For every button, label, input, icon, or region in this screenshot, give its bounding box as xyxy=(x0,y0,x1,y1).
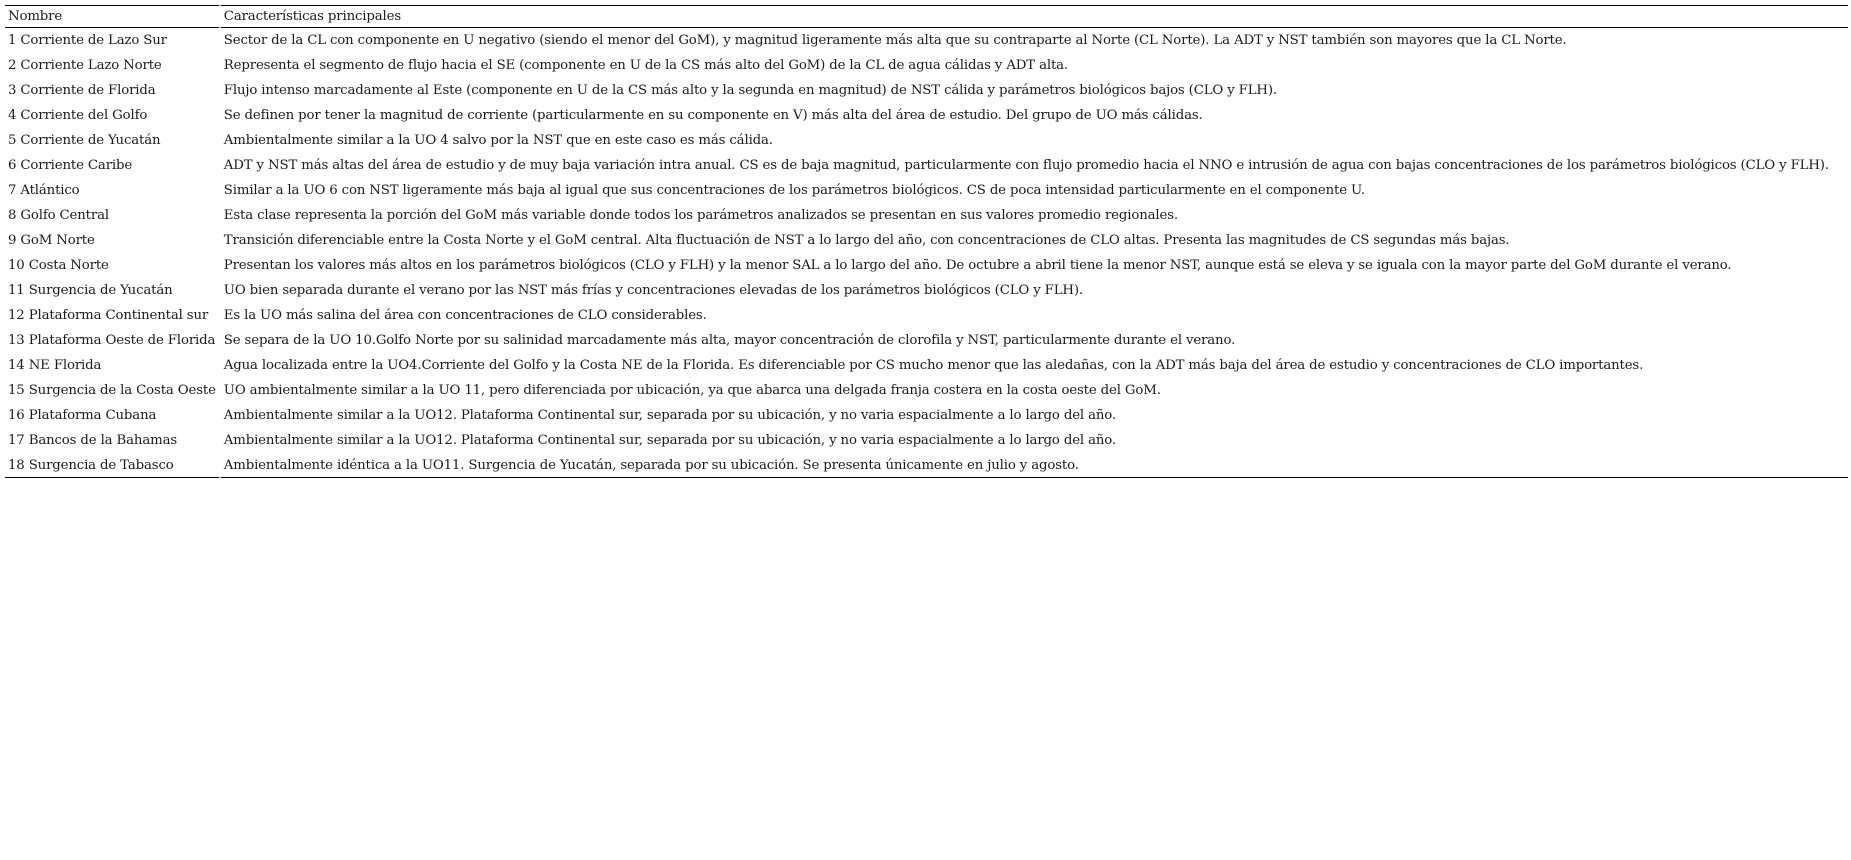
table-row xyxy=(5,128,1848,153)
table-row xyxy=(5,28,1848,53)
cell-name: 12 Plataforma Continental sur xyxy=(5,303,221,328)
table-row xyxy=(5,253,1848,278)
table-row xyxy=(5,453,1848,478)
cell-description: Ambientalmente similar a la UO 4 salvo por la NST que en este caso es más cálida. xyxy=(223,133,773,148)
cell-name: 4 Corriente del Golfo xyxy=(5,103,221,128)
cell-description: Representa el segmento de flujo hacia el SE (componente en U de la CS más alto del GoM) de la CL de agua cálidas y ADT alta. xyxy=(223,58,1069,73)
table-row xyxy=(5,153,1848,178)
table-row xyxy=(5,78,1848,103)
cell-name: 17 Bancos de la Bahamas xyxy=(5,428,221,453)
cell-description: Esta clase representa la porción del GoM más variable donde todos los parámetros analizados se presentan en sus valores promedio regionales. xyxy=(223,208,1178,223)
cell-name: 9 GoM Norte xyxy=(5,228,221,253)
cell-name: 18 Surgencia de Tabasco xyxy=(5,453,221,478)
cell-name: 13 Plataforma Oeste de Florida xyxy=(5,328,221,353)
cell-description: Sector de la CL con componente en U negativo (siendo el menor del GoM), y magnitud ligeramente más alta que su contraparte al Norte (CL Norte). La ADT y NST también son mayores que la CL Norte. xyxy=(223,33,1567,48)
characteristics-table xyxy=(5,5,1848,478)
cell-description: Es la UO más salina del área con concentraciones de CLO considerables. xyxy=(223,308,707,323)
cell-name: 2 Corriente Lazo Norte xyxy=(5,53,221,78)
cell-description: Flujo intenso marcadamente al Este (componente en U de la CS más alto y la segunda en magnitud) de NST cálida y parámetros biológicos bajos (CLO y FLH). xyxy=(223,83,1277,98)
cell-name: 6 Corriente Caribe xyxy=(5,153,221,178)
cell-name: 8 Golfo Central xyxy=(5,203,221,228)
table-row xyxy=(5,103,1848,128)
cell-description: Ambientalmente similar a la UO12. Plataforma Continental sur, separada por su ubicación, y no varia espacialmente a lo largo del año. xyxy=(223,433,1116,448)
cell-name: 10 Costa Norte xyxy=(5,253,221,278)
cell-name: 15 Surgencia de la Costa Oeste xyxy=(5,378,221,403)
table-row xyxy=(5,428,1848,453)
table-row xyxy=(5,328,1848,353)
cell-name: 5 Corriente de Yucatán xyxy=(5,128,221,153)
table-row xyxy=(5,178,1848,203)
table-row xyxy=(5,303,1848,328)
cell-name: 7 Atlántico xyxy=(5,178,221,203)
header-row xyxy=(5,5,1848,28)
cell-name: 3 Corriente de Florida xyxy=(5,78,221,103)
cell-name: 11 Surgencia de Yucatán xyxy=(5,278,221,303)
cell-description: Similar a la UO 6 con NST ligeramente más baja al igual que sus concentraciones de los parámetros biológicos. CS de poca intensidad particularmente en el componente U. xyxy=(223,183,1365,198)
table-row xyxy=(5,353,1848,378)
cell-name: 1 Corriente de Lazo Sur xyxy=(5,28,221,53)
cell-description: Ambientalmente similar a la UO12. Plataforma Continental sur, separada por su ubicación, y no varia espacialmente a lo largo del año. xyxy=(223,408,1116,423)
table-row xyxy=(5,228,1848,253)
cell-description: ADT y NST más altas del área de estudio y de muy baja variación intra anual. CS es de baja magnitud, particularmente con flujo promedio hacia el NNO e intrusión de agua con bajas concentraciones de los parámetros biológicos (CLO y FLH). xyxy=(223,158,1829,173)
header-name: Nombre xyxy=(5,5,221,28)
table-row xyxy=(5,403,1848,428)
cell-description: Se separa de la UO 10.Golfo Norte por su salinidad marcadamente más alta, mayor concentración de clorofila y NST, particularmente durante el verano. xyxy=(223,333,1236,348)
header-description: Características principales xyxy=(221,5,1848,28)
cell-description: Presentan los valores más altos en los parámetros biológicos (CLO y FLH) y la menor SAL a lo largo del año. De octubre a abril tiene la menor NST, aunque está se eleva y se iguala con la mayor parte del GoM durante el verano. xyxy=(223,258,1732,273)
cell-description: Agua localizada entre la UO4.Corriente del Golfo y la Costa NE de la Florida. Es diferenciable por CS mucho menor que las aledañas, con la ADT más baja del área de estudio y concentraciones de CLO importantes. xyxy=(223,358,1644,373)
table-row xyxy=(5,378,1848,403)
table-row xyxy=(5,53,1848,78)
cell-name: 14 NE Florida xyxy=(5,353,221,378)
cell-description: Se definen por tener la magnitud de corriente (particularmente en su componente en V) más alta del área de estudio. Del grupo de UO más cálidas. xyxy=(223,108,1203,123)
cell-description: Ambientalmente idéntica a la UO11. Surgencia de Yucatán, separada por su ubicación. Se presenta únicamente en julio y agosto. xyxy=(221,453,1848,478)
cell-description: UO bien separada durante el verano por las NST más frías y concentraciones elevadas de los parámetros biológicos (CLO y FLH). xyxy=(223,283,1083,298)
cell-description: UO ambientalmente similar a la UO 11, pero diferenciada por ubicación, ya que abarca una delgada franja costera en la costa oeste del GoM. xyxy=(223,383,1161,398)
cell-description: Transición diferenciable entre la Costa Norte y el GoM central. Alta fluctuación de NST a lo largo del año, con concentraciones de CLO altas. Presenta las magnitudes de CS segundas más bajas. xyxy=(223,233,1510,248)
data-table-container xyxy=(5,5,1848,478)
table-row xyxy=(5,203,1848,228)
cell-name: 16 Plataforma Cubana xyxy=(5,403,221,428)
table-body xyxy=(5,28,1848,478)
table-row xyxy=(5,278,1848,303)
table-header xyxy=(5,5,1848,28)
